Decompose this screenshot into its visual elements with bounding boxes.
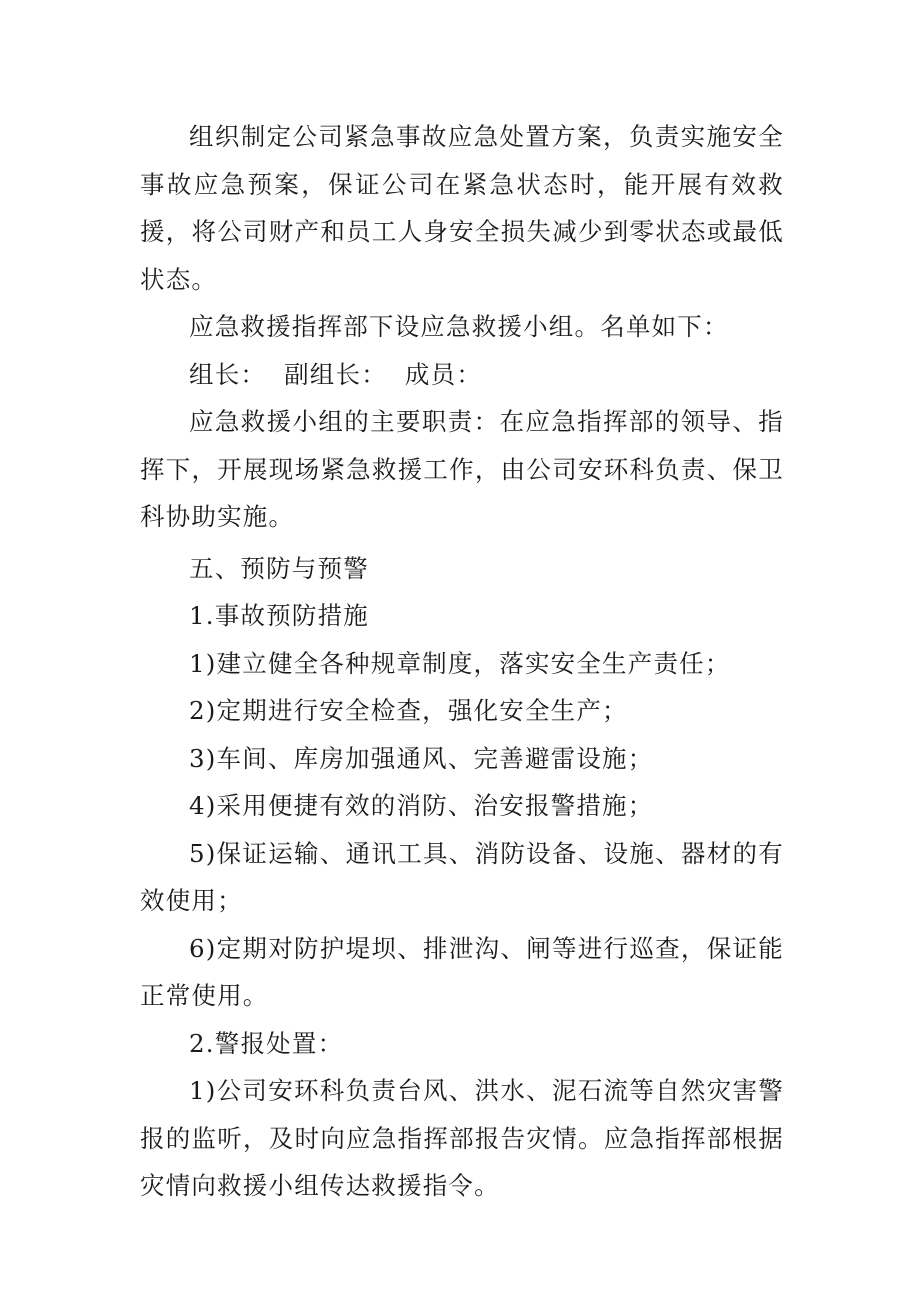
section-heading-prevention: 五、预防与预警 bbox=[189, 553, 369, 583]
subheading-prevention-measures: 1.事故预防措施 bbox=[189, 601, 369, 630]
alarm-item-1: 1)公司安环科负责台风、洪水、泥石流等自然灾害警报的监听，及时向应急指挥部报告灾情。应急指挥部根据灾情向救援小组传达救援指令。 bbox=[140, 1076, 784, 1200]
document-body bbox=[140, 113, 784, 1210]
paragraph-rescue-group-intro: 应急救援指挥部下设应急救援小组。名单如下： bbox=[189, 312, 729, 341]
role-members-label: 成员： bbox=[404, 359, 483, 389]
role-deputy-label: 副组长： bbox=[284, 359, 387, 389]
subheading-alarm-handling: 2.警报处置： bbox=[189, 1028, 344, 1058]
paragraph-rescue-duties: 应急救援小组的主要职责：在应急指挥部的领导、指挥下，开展现场紧急救援工作，由公司安环科负责、保卫科协助实施。 bbox=[140, 407, 784, 531]
measure-item-5: 5)保证运输、通讯工具、消防设备、设施、器材的有效使用； bbox=[140, 838, 784, 915]
paragraph-emergency-plan: 组织制定公司紧急事故应急处置方案，负责实施安全事故应急预案，保证公司在紧急状态时，能开展有效救援，将公司财产和员工人身安全损失减少到零状态或最低状态。 bbox=[140, 122, 784, 294]
roles-line bbox=[140, 351, 784, 399]
measure-item-2: 2)定期进行安全检查，强化安全生产； bbox=[189, 696, 628, 725]
measure-item-1: 1)建立健全各种规章制度，落实安全生产责任； bbox=[189, 648, 731, 678]
role-leader-label: 组长： bbox=[189, 359, 267, 389]
measure-item-3: 3)车间、库房加强通风、完善避雷设施； bbox=[189, 743, 654, 773]
measure-item-6: 6)定期对防护堤坝、排泄沟、闸等进行巡查，保证能正常使用。 bbox=[140, 933, 784, 1010]
measure-item-4: 4)采用便捷有效的消防、治安报警措施； bbox=[189, 791, 654, 820]
